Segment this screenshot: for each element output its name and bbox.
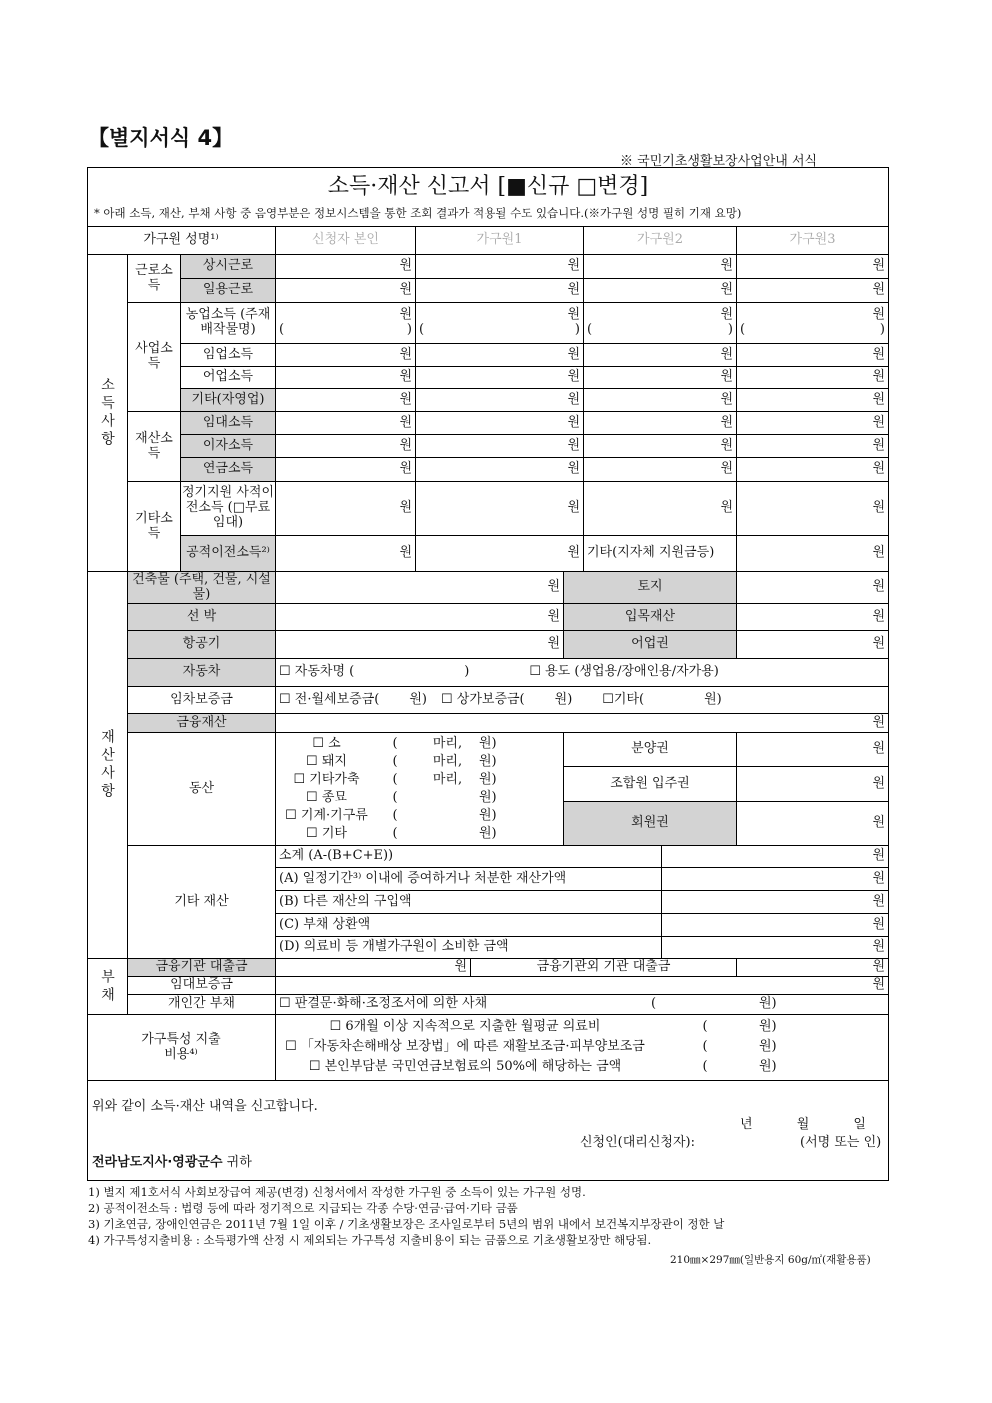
form-notice: * 아래 소득, 재산, 부채 사항 중 음영부분은 정보시스템을 통한 조회 결과가 적용될 수도 있습니다.(※가구원 성명 필히 기재 요망): [94, 206, 742, 220]
member2-name-field[interactable]: 가구원2: [584, 227, 737, 255]
union-right-label: 조합원 입주권: [564, 767, 737, 802]
forestry-income-label: 임업소득: [181, 344, 276, 367]
movable-item[interactable]: ☐ 돼지 ( 마리, 원): [306, 753, 497, 769]
debt-lease-deposit-label: 임대보증금: [128, 977, 276, 995]
forestry-income-value-1[interactable]: 원: [416, 344, 584, 367]
other-asset-label: (A) 일정기간³⁾ 이내에 증여하거나 처분한 재산가액: [276, 868, 662, 891]
household-expense-item[interactable]: ☐ 「자동차손해배상 보장법」에 따른 재활보조금·피부양보조금 ( 원): [285, 1039, 777, 1055]
car-label: 자동차: [128, 659, 276, 687]
self-employed-income-value-3[interactable]: 원: [737, 389, 889, 412]
building-value[interactable]: 원: [276, 572, 564, 604]
personal-debt-details[interactable]: ☐ 판결문·화해·조정조서에 의한 사채 ( 원): [276, 995, 889, 1015]
rent-income-value-2[interactable]: 원: [584, 412, 737, 435]
rent-income-label: 임대소득: [181, 412, 276, 435]
regular-labor-income-value-3[interactable]: 원: [737, 255, 889, 279]
regular-labor-income-value-0[interactable]: 원: [276, 255, 416, 279]
member3-name-field[interactable]: 가구원3: [737, 227, 889, 255]
business-income-label: 사업소득: [128, 303, 181, 412]
movable-label: 동산: [128, 733, 276, 846]
aircraft-label: 항공기: [128, 631, 276, 659]
member1-name-field[interactable]: 가구원1: [416, 227, 584, 255]
forestry-income-value-2[interactable]: 원: [584, 344, 737, 367]
personal-debt-label: 개인간 부채: [128, 995, 276, 1015]
movable-item[interactable]: ☐ 기타가축 ( 마리, 원): [293, 771, 497, 787]
assets-section-label: 재산사항: [87, 572, 128, 959]
paper-spec: 210㎜×297㎜(일반용지 60g/㎡(재활용품): [670, 1254, 871, 1266]
property-income-label: 재산소득: [128, 412, 181, 482]
addressee: 전라남도지사·영광군수 귀하: [92, 1155, 252, 1170]
membership-label: 회원권: [564, 802, 737, 846]
interest-income-label: 이자소득: [181, 435, 276, 458]
farm-income-value-0[interactable]: 원 ( ): [276, 303, 416, 344]
local-support-label: 기타(지자체 지원금등): [584, 536, 737, 572]
ship-value[interactable]: 원: [276, 604, 564, 631]
pension-income-value-3[interactable]: 원: [737, 458, 889, 482]
footnote: 2) 공적이전소득 : 법령 등에 따라 정기적으로 지급되는 각종 수당·연금·급여·기타 금품: [88, 1201, 518, 1215]
self-employed-income-value-2[interactable]: 원: [584, 389, 737, 412]
fishery-income-value-0[interactable]: 원: [276, 367, 416, 389]
car-details[interactable]: ☐ 자동차명 ( ) ☐ 용도 (생업용/장애인용/자가용): [276, 659, 889, 687]
pension-income-value-1[interactable]: 원: [416, 458, 584, 482]
interest-income-value-0[interactable]: 원: [276, 435, 416, 458]
self-employed-income-label: 기타(자영업): [181, 389, 276, 412]
fishery-income-value-2[interactable]: 원: [584, 367, 737, 389]
nonbank-loan-label: 금융기관외 기관 대출금: [471, 959, 737, 977]
local-support-value[interactable]: 원: [737, 536, 889, 572]
debt-lease-deposit-value[interactable]: 원: [276, 977, 889, 995]
presale-right-value[interactable]: 원: [737, 733, 889, 767]
lease-shop-checkbox[interactable]: ☐ 상가보증금(: [440, 691, 525, 707]
membership-value[interactable]: 원: [737, 802, 889, 846]
public-transfer-applicant[interactable]: 원: [276, 536, 416, 572]
other-asset-label: 소계 (A-(B+C+E)): [276, 846, 662, 868]
daily-labor-income-value-0[interactable]: 원: [276, 279, 416, 303]
private-transfer-label: 정기지원 사적이전소득 (□무료임대): [181, 482, 276, 536]
pension-income-label: 연금소득: [181, 458, 276, 482]
public-transfer-label: 공적이전소득²⁾: [181, 536, 276, 572]
regular-labor-label: 상시근로: [181, 255, 276, 279]
movable-item[interactable]: ☐ 기타 ( 원): [306, 825, 497, 841]
household-member-name-label: 가구원 성명¹⁾: [87, 227, 276, 255]
farm-income-value-1[interactable]: 원 ( ): [416, 303, 584, 344]
lease-deposit-details[interactable]: ☐ 전·월세보증금( 원) ☐ 상가보증금( 원) ☐기타( 원): [276, 687, 889, 714]
nonbank-loan-value[interactable]: 원: [737, 959, 889, 977]
building-label: 건축물 (주택, 건물, 시설물): [128, 572, 276, 604]
other-assets-label: 기타 재산: [128, 846, 276, 959]
bank-loan-label: 금융기관 대출금: [128, 959, 276, 977]
interest-income-value-2[interactable]: 원: [584, 435, 737, 458]
public-transfer-member1[interactable]: 원: [416, 536, 584, 572]
interest-income-value-3[interactable]: 원: [737, 435, 889, 458]
household-expense-label: 가구특성 지출비용⁴⁾: [87, 1015, 276, 1081]
other-asset-value[interactable]: 원: [662, 914, 889, 937]
lease-other-checkbox[interactable]: ☐기타(: [602, 691, 645, 707]
household-expense-item[interactable]: ☐ 6개월 이상 지속적으로 지출한 월평균 의료비 ( 원): [329, 1018, 777, 1034]
household-expense-item[interactable]: ☐ 본인부담분 국민연금보험료의 50%에 해당하는 금액 ( 원): [308, 1059, 777, 1075]
ship-label: 선 박: [128, 604, 276, 631]
signature-label: (서명 또는 인): [800, 1135, 882, 1150]
financial-assets-label: 금융재산: [128, 714, 276, 733]
footnotes: [88, 1184, 724, 1248]
financial-assets-value[interactable]: 원: [276, 714, 889, 733]
private-transfer-income-value-2[interactable]: 원: [584, 482, 737, 536]
regular-labor-income-value-1[interactable]: 원: [416, 255, 584, 279]
document-title: 【별지서식 4】: [88, 126, 234, 150]
fishery-income-label: 어업소득: [181, 367, 276, 389]
fishery-income-value-1[interactable]: 원: [416, 367, 584, 389]
forestry-income-value-3[interactable]: 원: [737, 344, 889, 367]
date-line[interactable]: 년 월 일: [740, 1117, 866, 1132]
rent-income-value-1[interactable]: 원: [416, 412, 584, 435]
other-income-label: 기타소득: [128, 482, 181, 572]
self-employed-income-value-1[interactable]: 원: [416, 389, 584, 412]
daily-labor-income-value-2[interactable]: 원: [584, 279, 737, 303]
footnote: 1) 별지 제1호서식 사회보장급여 제공(변경) 신청서에서 작성한 가구원 중 소득이 있는 가구원 성명.: [88, 1185, 586, 1199]
regular-labor-income-value-2[interactable]: 원: [584, 255, 737, 279]
other-asset-label: (D) 의료비 등 개별가구원이 소비한 금액: [276, 937, 662, 959]
bank-loan-value[interactable]: 원: [276, 959, 471, 977]
standing-timber-value[interactable]: 원: [737, 604, 889, 631]
fishing-right-value[interactable]: 원: [737, 631, 889, 659]
fishery-income-value-3[interactable]: 원: [737, 367, 889, 389]
farm-income-value-2[interactable]: 원 ( ): [584, 303, 737, 344]
other-asset-value[interactable]: 원: [662, 937, 889, 959]
pension-income-value-0[interactable]: 원: [276, 458, 416, 482]
standing-timber-label: 입목재산: [564, 604, 737, 631]
other-asset-value[interactable]: 원: [662, 846, 889, 868]
private-transfer-income-value-3[interactable]: 원: [737, 482, 889, 536]
pension-income-value-2[interactable]: 원: [584, 458, 737, 482]
income-section-label: 소득사항: [87, 255, 128, 572]
car-name-checkbox[interactable]: ☐ 자동차명 (: [279, 664, 355, 680]
applicant-label[interactable]: 신청인(대리신청자):: [580, 1135, 695, 1150]
private-transfer-income-value-1[interactable]: 원: [416, 482, 584, 536]
land-value[interactable]: 원: [737, 572, 889, 604]
movable-item[interactable]: ☐ 소 ( 마리, 원): [312, 735, 497, 751]
movable-items[interactable]: [276, 733, 564, 846]
forestry-income-value-0[interactable]: 원: [276, 344, 416, 367]
form-title: 소득·재산 신고서 [■신규 □변경]: [327, 174, 649, 199]
personal-debt-checkbox[interactable]: ☐ 판결문·화해·조정조서에 의한 사채: [279, 996, 488, 1012]
presale-right-label: 분양권: [564, 733, 737, 767]
interest-income-value-1[interactable]: 원: [416, 435, 584, 458]
other-asset-value[interactable]: 원: [662, 868, 889, 891]
self-employed-income-value-0[interactable]: 원: [276, 389, 416, 412]
car-use-checkbox[interactable]: ☐ 용도 (생업용/장애인용/자가용): [529, 664, 719, 680]
union-right-value[interactable]: 원: [737, 767, 889, 802]
rent-income-value-0[interactable]: 원: [276, 412, 416, 435]
lease-home-checkbox[interactable]: ☐ 전·월세보증금(: [279, 691, 380, 707]
applicant-name-field[interactable]: 신청자 본인: [276, 227, 416, 255]
daily-labor-label: 일용근로: [181, 279, 276, 303]
farm-income-value-3[interactable]: 원 ( ): [737, 303, 889, 344]
debts-section-label: 부채: [87, 959, 128, 1015]
source-note: ※ 국민기초생활보장사업안내 서식: [620, 154, 818, 169]
other-asset-value[interactable]: 원: [662, 891, 889, 914]
declaration-text: 위와 같이 소득·재산 내역을 신고합니다.: [92, 1099, 318, 1114]
movable-item[interactable]: ☐ 종묘 ( 원): [306, 789, 497, 805]
other-asset-label: (B) 다른 재산의 구입액: [276, 891, 662, 914]
daily-labor-income-value-3[interactable]: 원: [737, 279, 889, 303]
footnote: 4) 가구특성지출비용 : 소득평가액 산정 시 제외되는 가구특성 지출비용이 되는 금품으로 기초생활보장만 해당됨.: [88, 1233, 652, 1247]
footnote: 3) 기초연금, 장애인연금은 2011년 7월 1일 이후 / 기초생활보장은 조사일로부터 5년의 범위 내에서 보건복지부장관이 정한 날: [88, 1217, 725, 1231]
rent-income-value-3[interactable]: 원: [737, 412, 889, 435]
farm-income-label: 농업소득 (주재배작물명): [181, 303, 276, 344]
fishing-right-label: 어업권: [564, 631, 737, 659]
daily-labor-income-value-1[interactable]: 원: [416, 279, 584, 303]
labor-income-label: 근로소득: [128, 255, 181, 303]
private-transfer-income-value-0[interactable]: 원: [276, 482, 416, 536]
lease-deposit-label: 임차보증금: [128, 687, 276, 714]
household-expense-items[interactable]: [276, 1015, 889, 1081]
other-asset-label: (C) 부채 상환액: [276, 914, 662, 937]
movable-item[interactable]: ☐ 기계·기구류 ( 원): [285, 807, 497, 823]
land-label: 토지: [564, 572, 737, 604]
aircraft-value[interactable]: 원: [276, 631, 564, 659]
